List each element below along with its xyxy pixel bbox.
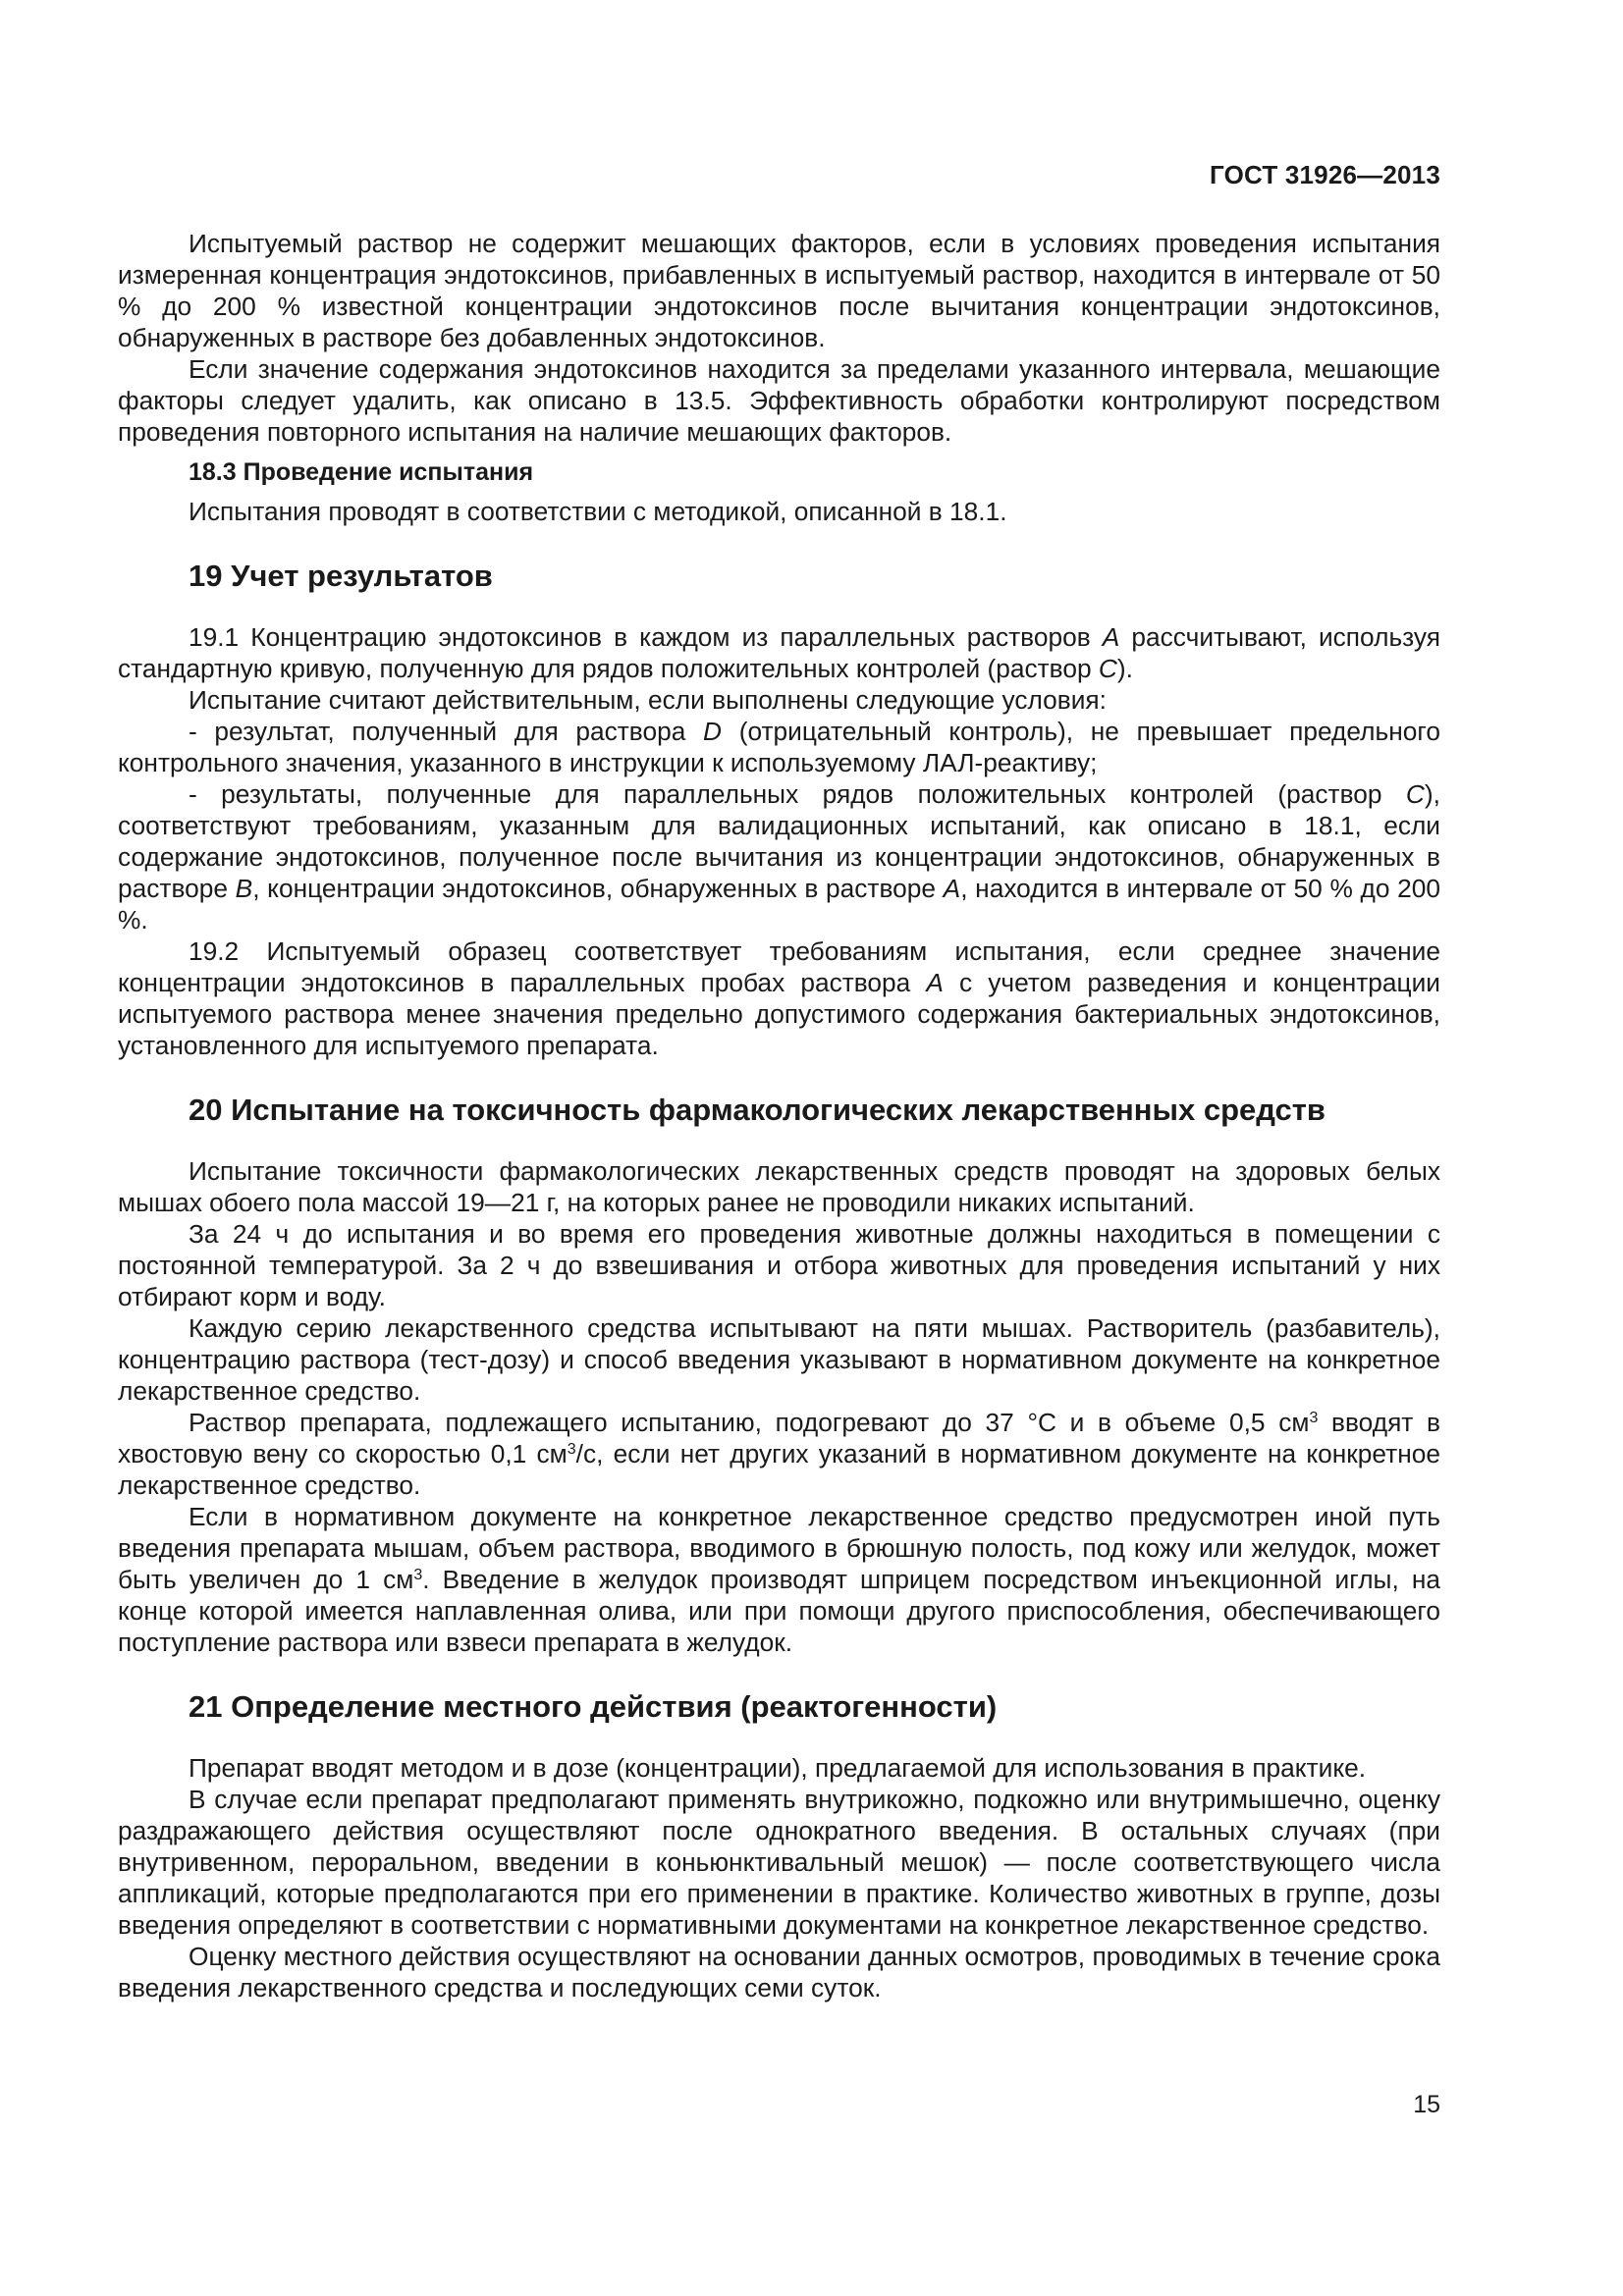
superscript: 3 xyxy=(413,1567,423,1583)
text-run: ). xyxy=(1116,654,1133,683)
paragraph: Испытуемый раствор не содержит мешающих факторов, если в условиях проведения испытания измеренная концентрация эндотоксинов, прибавленных в испытуемый раствор, находится в интервале от 50 % до 200 % известной концентрации эндотоксинов после вычитания концентрации эндотоксинов, обнаруженных в растворе без добавленных эндотоксинов. xyxy=(118,229,1440,352)
solution-var: D xyxy=(703,717,723,746)
paragraph: В случае если препарат предполагают применять внутрикожно, подкожно или внутримышечно, оценку раздражающего действия осуществляют после однократного введения. В остальных случаях (при внутривенном, пероральном, введении в коньюнктивальный мешок) — после соответствующего числа аппликаций, которые предполагаются при его применении в практике. Количество животных в группе, дозы введения определяют в соответствии с нормативными документами на конкретное лекарственное средство. xyxy=(118,1785,1440,1940)
text-run: вводят в хвостовую вену со скоростью 0,1 см xyxy=(118,1408,1441,1468)
text-run: с учетом разведения и концентрации испытуемого раствора менее значения предельно допустимого содержания бактериальных эндотоксинов, установленного для испытуемого препарата. xyxy=(118,968,1440,1060)
text-run: . Введение в желудок производят шприцем посредством инъекционной иглы, на конце которой имеется наплавленная олива, или при помощи другого приспособления, обеспечивающего поступление раствора или взвеси препарата в желудок. xyxy=(118,1565,1440,1657)
paragraph: Препарат вводят методом и в дозе (концентрации), предлагаемой для использования в практике. xyxy=(189,1753,1367,1783)
paragraph: Если значение содержания эндотоксинов находится за пределами указанного интервала, мешающие факторы следует удалить, как описано в 13.5. Эффективность обработки контролируют посредством проведения повторного испытания на наличие мешающих факторов. xyxy=(118,354,1440,447)
text-run: , концентрации эндотоксинов, обнаруженных в растворе xyxy=(252,874,944,903)
text-run: /с, если нет других указаний в нормативном документе на конкретное лекарственное средство. xyxy=(118,1439,1440,1500)
paragraph: За 24 ч до испытания и во время его проведения животные должны находиться в помещении с постоянной температурой. За 2 ч до взвешивания и отбора животных для проведения испытаний у них отбирают корм и воду. xyxy=(118,1219,1440,1311)
paragraph xyxy=(118,1501,1440,1658)
text-run: - результат, полученный для раствора xyxy=(189,717,704,746)
paragraph: Оценку местного действия осуществляют на основании данных осмотров, проводимых в течение срока введения лекарственного средства и последующих семи суток. xyxy=(118,1942,1440,2002)
text-run: - результаты, полученные для параллельных рядов положительных контролей (раствор xyxy=(189,779,1406,809)
text-run: (отрицательный контроль), не превышает предельного контрольного значения, указанного в инструкции к используемому ЛАЛ-реактиву; xyxy=(118,717,1440,777)
section-heading-19: 19 Учет результатов xyxy=(189,559,493,593)
paragraph: Испытания проводят в соответствии с методикой, описанной в 18.1. xyxy=(189,497,1007,526)
section-heading-20: 20 Испытание на токсичность фармакологических лекарственных средств xyxy=(189,1093,1325,1127)
solution-var: А xyxy=(943,874,961,903)
text-run: , находится в интервале от 50 % до 200 %. xyxy=(118,874,1440,934)
text-run: 19.1 Концентрацию эндотоксинов в каждом из параллельных растворов xyxy=(189,622,1103,652)
solution-var: С xyxy=(1405,779,1425,809)
paragraph-19-1 xyxy=(118,621,1440,684)
solution-var: А xyxy=(926,968,944,997)
solution-var: В xyxy=(235,874,253,903)
paragraph-list-item xyxy=(118,778,1440,935)
superscript: 3 xyxy=(567,1441,576,1458)
paragraph: Испытание токсичности фармакологических лекарственных средств проводят на здоровых белых мышах обоего пола массой 19—21 г, на которых ранее не проводили никаких испытаний. xyxy=(118,1156,1440,1217)
text-run: ), соответствуют требованиям, указанным для валидационных испытаний, как описано в 18.1, если содержание эндотоксинов, полученное после вычитания из концентрации эндотоксинов, обнаруженных в растворе xyxy=(118,779,1440,903)
subsection-heading-18-3: 18.3 Проведение испытания xyxy=(189,458,534,486)
paragraph: Каждую серию лекарственного средства испытывают на пяти мышах. Растворитель (разбавитель), концентрацию раствора (тест-дозу) и способ введения указывают в нормативном документе на конкретное лекарственное средство. xyxy=(118,1313,1440,1406)
paragraph: Испытание считают действительным, если выполнены следующие условия: xyxy=(189,685,1107,715)
section-heading-21: 21 Определение местного действия (реактогенности) xyxy=(189,1689,998,1724)
text-run: Раствор препарата, подлежащего испытанию, подогревают до 37 °С и в объеме 0,5 см xyxy=(189,1408,1310,1437)
solution-var: С xyxy=(1098,654,1117,683)
superscript: 3 xyxy=(1309,1410,1319,1426)
solution-var: А xyxy=(1102,622,1120,652)
paragraph xyxy=(118,1407,1440,1501)
text-run: рассчитывают, используя стандартную кривую, полученную для рядов положительных контролей (раствор xyxy=(118,622,1440,683)
page-number: 15 xyxy=(1413,2091,1440,2118)
text-run: 19.2 Испытуемый образец соответствует требованиям испытания, если среднее значение концентрации эндотоксинов в параллельных пробах раствора xyxy=(118,936,1440,997)
paragraph-list-item xyxy=(118,716,1440,778)
text-run: Если в нормативном документе на конкретное лекарственное средство предусмотрен иной путь введения препарата мышам, объем раствора, вводимого в брюшную полость, под кожу или желудок, может быть увеличен до 1 см xyxy=(118,1502,1440,1594)
paragraph-19-2 xyxy=(118,935,1440,1061)
page-content xyxy=(118,228,1440,2003)
document-code-header: ГОСТ 31926—2013 xyxy=(1210,160,1440,189)
